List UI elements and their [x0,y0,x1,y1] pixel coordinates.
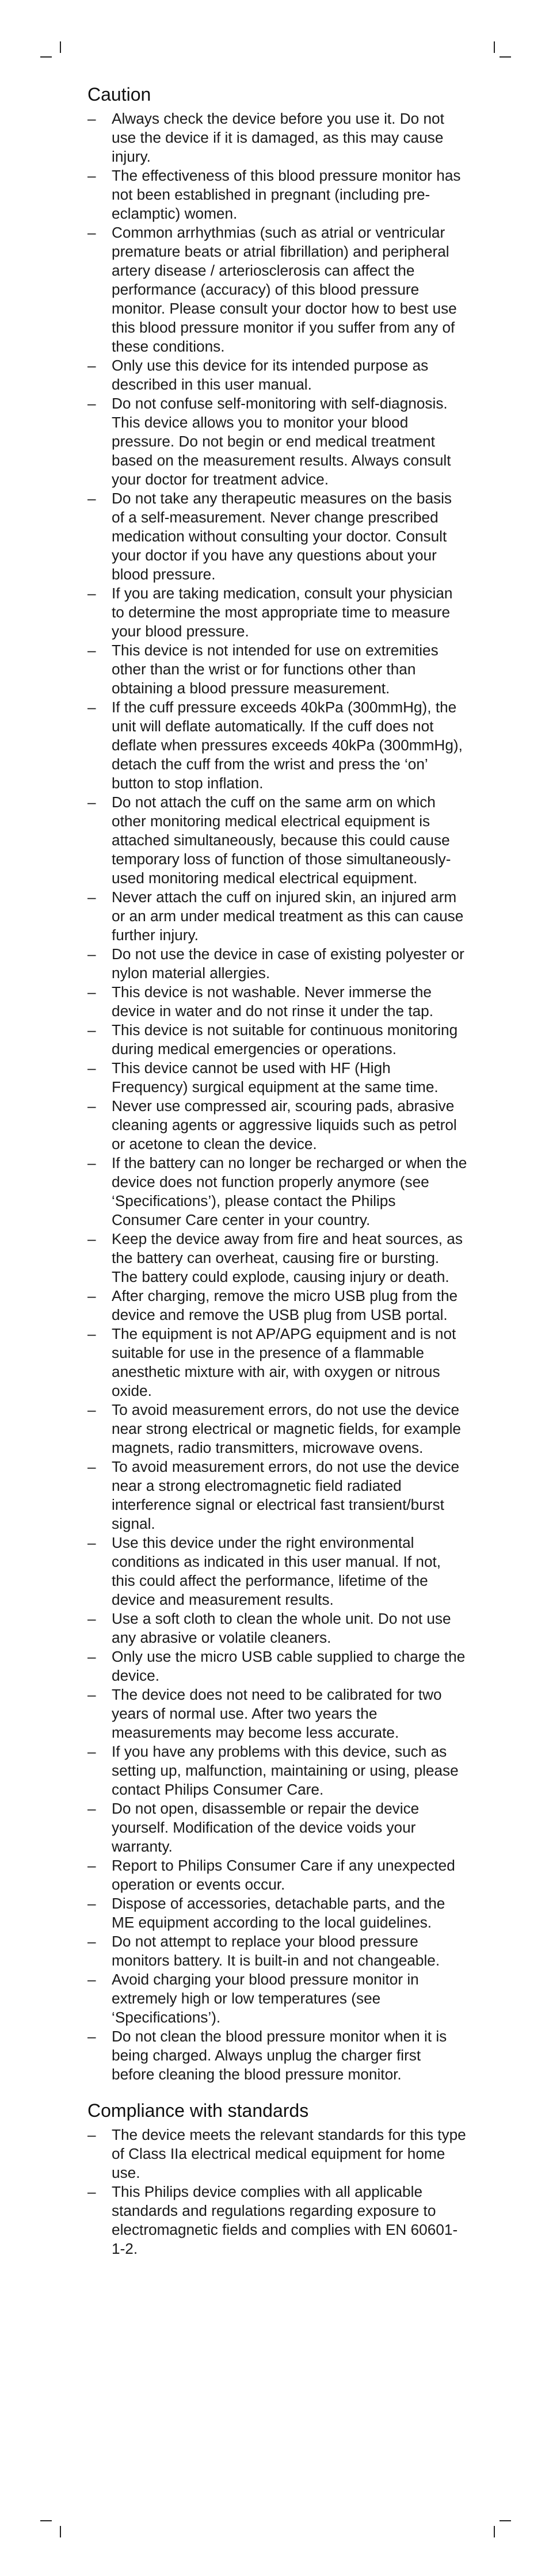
bullet-dash: – [87,1230,96,1247]
bullet-dash: – [87,1933,96,1950]
bullet-dash: – [87,945,96,963]
caution-item [87,1894,467,1932]
caution-item-text: Always check the device before you use it. Do not use the device if it is damaged, as this may cause injury. [112,110,444,165]
caution-item [87,1287,467,1325]
caution-item [87,1325,467,1400]
caution-item-text: This device is not intended for use on extremities other than the wrist or for functions other than obtaining a blood pressure measurement. [112,642,439,697]
caution-item-text: Do not clean the blood pressure monitor when it is being charged. Always unplug the charger first before cleaning the blood pressure monitor. [112,2028,447,2083]
bullet-dash: – [87,1648,96,1665]
bullet-dash: – [87,793,96,811]
caution-item [87,1799,467,1856]
caution-item-text: Do not open, disassemble or repair the device yourself. Modification of the device voids your warranty. [112,1800,420,1855]
caution-item-text: Never use compressed air, scouring pads, abrasive cleaning agents or aggressive liquids such as petrol or acetone to clean the device. [112,1097,457,1152]
compliance-heading: Compliance with standards [87,2100,309,2121]
caution-item-text: Do not attempt to replace your blood pressure monitors battery. It is built-in and not changeable. [112,1933,440,1969]
caution-item-text: After charging, remove the micro USB plug from the device and remove the USB plug from USB portal. [112,1287,458,1323]
caution-item [87,584,467,641]
caution-item-text: To avoid measurement errors, do not use the device near strong electrical or magnetic fields, for example magnets, radio transmitters, microwave ovens. [112,1401,461,1456]
bullet-dash: – [87,1800,96,1817]
bullet-dash: – [87,699,96,716]
bullet-dash: – [87,1458,96,1475]
bullet-dash: – [87,1610,96,1627]
caution-item [87,1097,467,1154]
caution-item-text: This device is not suitable for continuous monitoring during medical emergencies or operations. [112,1021,458,1058]
bullet-dash: – [87,983,96,1001]
bullet-dash: – [87,1154,96,1171]
caution-item [87,1400,467,1457]
caution-item-text: If the cuff pressure exceeds 40kPa (300mmHg), the unit will deflate automatically. If the cuff does not deflate when pressures exceeds 40kPa (300mmHg), detach the cuff from the wrist and press the ‘on’ button to stop inflation. [112,699,463,792]
caution-item-text: This device cannot be used with HF (High Frequency) surgical equipment at the same time. [112,1059,439,1096]
compliance-item-text: This Philips device complies with all applicable standards and regulations regarding exposure to electromagnetic fields and complies with EN 60601-1-2. [112,2183,458,2257]
crop-mark-top-right-h [500,56,511,58]
caution-item [87,223,467,356]
document-page [87,83,467,2258]
caution-item [87,1154,467,1230]
caution-item-text: Use a soft cloth to clean the whole unit. Do not use any abrasive or volatile cleaners. [112,1610,451,1646]
crop-mark-top-left-v [60,41,61,53]
caution-item [87,983,467,1021]
crop-mark-bottom-left-v [60,2526,61,2537]
caution-item [87,1533,467,1609]
compliance-item [87,2125,467,2182]
bullet-dash: – [87,2126,96,2143]
caution-item-text: Keep the device away from fire and heat sources, as the battery can overheat, causing fire or bursting. The battery could explode, causing injury or death. [112,1230,463,1285]
caution-item [87,698,467,793]
caution-item-text: Use this device under the right environmental conditions as indicated in this user manual. If not, this could affect the performance, lifetime of the device and measurement results. [112,1534,441,1608]
bullet-dash: – [87,490,96,507]
caution-item [87,166,467,223]
caution-item [87,109,467,166]
caution-item-text: Only use this device for its intended purpose as described in this user manual. [112,357,429,393]
caution-item-text: If the battery can no longer be recharged or when the device does not function properly anymore (see ‘Specifications’), please contact the Philips Consumer Care center in your country. [112,1154,467,1228]
caution-item-text: To avoid measurement errors, do not use the device near a strong electromagnetic field radiated interference signal or electrical fast transient/burst signal. [112,1458,460,1532]
caution-item [87,1647,467,1685]
caution-item [87,1230,467,1287]
bullet-dash: – [87,110,96,127]
caution-item [87,356,467,394]
bullet-dash: – [87,1059,96,1077]
bullet-dash: – [87,1686,96,1703]
caution-item [87,1021,467,1059]
caution-item [87,1970,467,2027]
caution-item [87,2027,467,2084]
bullet-dash: – [87,224,96,241]
caution-item-text: This device is not washable. Never immerse the device in water and do not rinse it under the tap. [112,983,434,1020]
caution-item-text: Only use the micro USB cable supplied to charge the device. [112,1648,466,1684]
compliance-item [87,2182,467,2258]
bullet-dash: – [87,357,96,374]
crop-mark-bottom-right-h [500,2520,511,2521]
caution-item [87,1457,467,1533]
caution-item-text: Do not use the device in case of existing polyester or nylon material allergies. [112,945,464,982]
bullet-dash: – [87,395,96,412]
caution-item-text: Do not attach the cuff on the same arm on which other monitoring medical electrical equipment is attached simultaneously, because this could cause temporary loss of function of those simultaneously-used monitoring medical electrical equipment. [112,793,451,887]
crop-mark-bottom-left-h [40,2520,52,2521]
caution-item [87,489,467,584]
caution-item-text: The equipment is not AP/APG equipment and is not suitable for use in the presence of a flammable anesthetic mixture with air, with oxygen or nitrous oxide. [112,1325,456,1399]
caution-item [87,641,467,698]
caution-item [87,1856,467,1894]
bullet-dash: – [87,585,96,602]
bullet-dash: – [87,1287,96,1304]
caution-item-text: Avoid charging your blood pressure monitor in extremely high or low temperatures (see ‘Specifications’). [112,1971,419,2026]
caution-item [87,394,467,489]
caution-item-text: Dispose of accessories, detachable parts, and the ME equipment according to the local guidelines. [112,1895,445,1931]
bullet-dash: – [87,888,96,906]
caution-item-text: Never attach the cuff on injured skin, an injured arm or an arm under medical treatment as this can cause further injury. [112,888,464,944]
caution-item-text: If you have any problems with this device, such as setting up, malfunction, maintaining or using, please contact Philips Consumer Care. [112,1743,459,1798]
caution-item [87,793,467,888]
caution-heading: Caution [87,84,151,105]
bullet-dash: – [87,167,96,184]
crop-mark-top-right-v [494,41,495,53]
bullet-dash: – [87,1743,96,1760]
caution-item-text: Do not confuse self-monitoring with self-diagnosis. This device allows you to monitor your blood pressure. Do not begin or end medical treatment based on the measurement results. Always consult your doctor for treatment advice. [112,395,451,488]
bullet-dash: – [87,1971,96,1988]
caution-item-text: The effectiveness of this blood pressure monitor has not been established in pregnant (including pre-eclamptic) women. [112,167,461,222]
compliance-item-text: The device meets the relevant standards for this type of Class IIa electrical medical equipment for home use. [112,2126,466,2181]
caution-item [87,888,467,945]
caution-item-text: Do not take any therapeutic measures on the basis of a self-measurement. Never change prescribed medication without consulting your doctor. Consult your doctor if you have any questions about your blood pressure. [112,490,452,583]
caution-item [87,945,467,983]
compliance-list [87,2125,467,2258]
crop-mark-bottom-right-v [494,2526,495,2537]
caution-item [87,1742,467,1799]
crop-mark-top-left-h [40,56,52,58]
bullet-dash: – [87,642,96,659]
caution-item [87,1932,467,1970]
caution-item [87,1685,467,1742]
bullet-dash: – [87,1325,96,1342]
caution-item-text: The device does not need to be calibrated for two years of normal use. After two years the measurements may become less accurate. [112,1686,442,1741]
bullet-dash: – [87,2183,96,2200]
caution-item-text: Common arrhythmias (such as atrial or ventricular premature beats or atrial fibrillation) and peripheral artery disease / arteriosclerosis can affect the performance (accuracy) of this blood pressure monitor. Please consult your doctor how to best use this blood pressure monitor if you suffer from any of these conditions. [112,224,457,355]
bullet-dash: – [87,1021,96,1039]
bullet-dash: – [87,1534,96,1551]
caution-item-text: Report to Philips Consumer Care if any unexpected operation or events occur. [112,1857,455,1893]
bullet-dash: – [87,2028,96,2045]
caution-item [87,1609,467,1647]
caution-list [87,109,467,2084]
bullet-dash: – [87,1895,96,1912]
caution-item-text: If you are taking medication, consult your physician to determine the most appropriate time to measure your blood pressure. [112,585,453,640]
bullet-dash: – [87,1097,96,1115]
bullet-dash: – [87,1401,96,1418]
bullet-dash: – [87,1857,96,1874]
caution-item [87,1059,467,1097]
